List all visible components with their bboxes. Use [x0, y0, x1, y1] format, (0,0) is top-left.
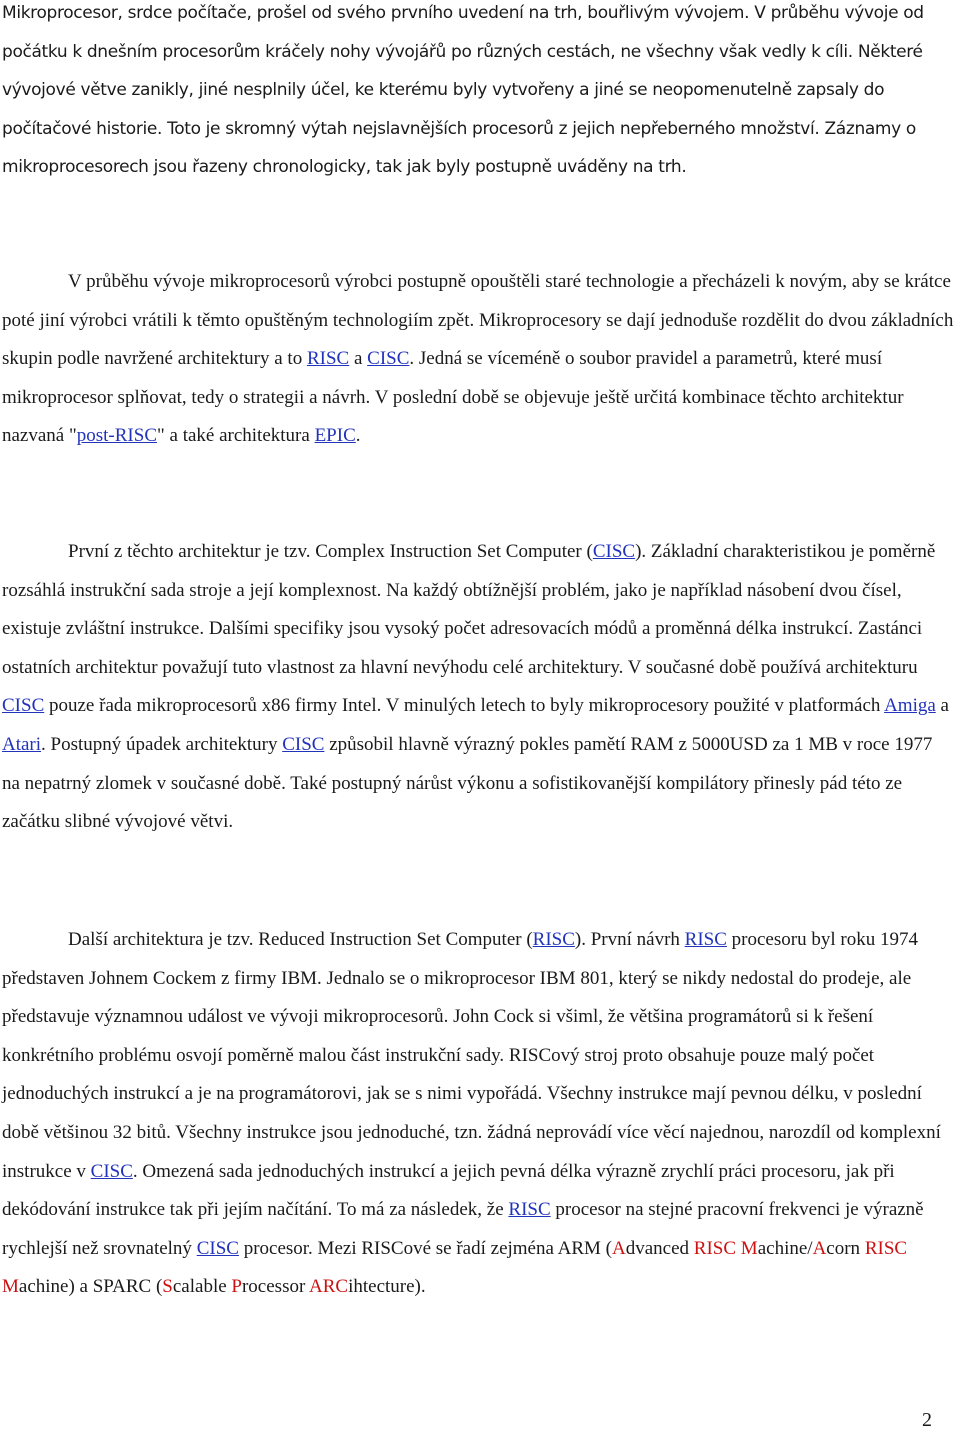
- cisc-link[interactable]: CISC: [90, 1160, 133, 1182]
- text-run: pouze řada mikroprocesorů x86 firmy Intel. V minulých letech to byly mikroprocesory použité v platformách: [44, 695, 885, 717]
- post-risc-link[interactable]: post-RISC: [76, 425, 157, 447]
- acronym-letter: A: [812, 1237, 827, 1259]
- text-run: corn: [826, 1237, 865, 1259]
- acronym-letter: P: [231, 1276, 242, 1298]
- text-run: . Postupný úpadek architektury: [41, 733, 283, 755]
- acronym-letter: M: [2, 1276, 19, 1298]
- acronym-letter: RISC: [864, 1237, 908, 1259]
- text-run: procesor. Mezi RISCové se řadí zejména ARM (: [238, 1237, 612, 1259]
- text-run: dvanced: [625, 1237, 694, 1259]
- intro-paragraph: [2, 0, 954, 187]
- cisc-link[interactable]: CISC: [592, 541, 636, 562]
- text-run: Další architektura je tzv. Reduced Instruction Set Computer (: [68, 929, 533, 950]
- text-run: procesoru byl roku 1974 představen Johnem Cockem z firmy IBM. Jednalo se o mikroprocesor IBM 801, který se nikdy nedostal do prodeje, ale představuje významnou událost ve vývoji mikroprocesorů. John Cock si všiml, že většina programátorů si k řešení konkrétního problému osvojí poměrně malou část instrukční sady. RISCový stroj proto obsahuje pouze malý počet jednoduchých instrukcí a je na programátorovi, jak se s nimi vypořádá. Všechny instrukce mají pevnou délku, v poslední době většinou 32 bitů. Všechny instrukce jsou jednoduché, tzn. žádná neprovádí více věcí najednou, narozdíl od komplexní instrukce v: [2, 929, 941, 1182]
- risc-link[interactable]: RISC: [306, 348, 350, 370]
- intro-sentence-2: Některé vývojové větve zanikly, jiné nesplnily účel, ke kterému byly vytvořeny a jiné se neopomenutelně zapsaly do počítačové historie.: [2, 41, 923, 139]
- text-run: ihtecture).: [348, 1276, 426, 1298]
- acronym-letter: M: [740, 1237, 758, 1259]
- text-run: a: [935, 695, 949, 717]
- cisc-paragraph: [2, 533, 954, 842]
- cisc-link[interactable]: CISC: [2, 695, 45, 717]
- text-run: V průběhu vývoje mikroprocesorů výrobci postupně opouštěli staré technologie a přecházeli k novým, aby se krátce poté jiní výrobci vrátili k těmto opuštěným technologiím zpět. Mikroprocesory se dají jednoduše rozdělit do dvou základních skupin podle navržené architektury a to: [2, 271, 954, 370]
- epic-link[interactable]: EPIC: [314, 425, 356, 447]
- cisc-link[interactable]: CISC: [367, 348, 410, 370]
- acronym-letter: A: [612, 1237, 626, 1259]
- acronym-letter: RISC: [693, 1237, 737, 1259]
- cisc-link[interactable]: CISC: [282, 733, 325, 755]
- risc-paragraph: [2, 921, 954, 1307]
- text-run: achine) a SPARC (: [18, 1276, 163, 1298]
- text-run: procesor na stejné pracovní frekvenci je výrazně rychlejší než srovnatelný: [2, 1199, 924, 1259]
- text-run: První z těchto architektur je tzv. Complex Instruction Set Computer (: [68, 541, 593, 562]
- text-run: ). Základní charakteristikou je poměrně rozsáhlá instrukční sada stroje a její komplexnost. Na každý obtížnější problém, jako je například násobení dvou čísel, existuje zvláštní instrukce. Dalšími specifiky jsou vysoký počet adresovacích módů a proměnná délka instrukcí. Zastánci ostatních architektur považují tuto vlastnost za hlavní nevýhodu celé architektury. V současné době používá architekturu: [2, 541, 936, 678]
- atari-link[interactable]: Atari: [2, 733, 42, 755]
- text-run: a: [349, 348, 368, 370]
- text-run: . Jedná se víceméně o soubor pravidel a parametrů, které musí mikroprocesor splňovat, tedy o strategii a návrh. V poslední době se objevuje ještě určitá kombinace těchto architektur nazvaná ": [2, 348, 904, 447]
- cisc-link[interactable]: CISC: [196, 1237, 239, 1259]
- risc-link[interactable]: RISC: [532, 929, 575, 950]
- intro-sentence-4: Záznamy o mikroprocesorech jsou řazeny chronologicky, tak jak byly postupně uváděny na trh.: [2, 118, 916, 178]
- text-run: . Omezená sada jednoduchých instrukcí a jejich pevná délka výrazně zrychlí práci procesoru, jak při dekódování instrukce tak při jejím načítání. To má za následek, že: [2, 1160, 895, 1221]
- amiga-link[interactable]: Amiga: [884, 695, 936, 717]
- text-run: achine/: [757, 1237, 813, 1259]
- risc-link[interactable]: RISC: [508, 1199, 551, 1221]
- acronym-letter: S: [162, 1276, 173, 1298]
- text-run: calable: [172, 1276, 232, 1298]
- acronym-letter: ARC: [309, 1276, 349, 1298]
- intro-sentence-3: Toto je skromný výtah nejslavnějších procesorů z jejich nepřeberného množství.: [162, 118, 820, 139]
- text-run: ). První návrh: [574, 929, 685, 950]
- risc-link[interactable]: RISC: [684, 929, 727, 950]
- text-run: rocessor: [241, 1276, 309, 1298]
- text-run: .: [355, 425, 361, 447]
- intro-sentence-1: Mikroprocesor, srdce počítače, prošel od svého prvního uvedení na trh, bouřlivým vývojem. V průběhu vývoje od počátku k dnešním procesorům kráčely nohy vývojářů po různých cestách, ne všechny však vedly k cíli.: [2, 3, 924, 62]
- page-number: 2: [922, 1409, 932, 1431]
- text-run: způsobil hlavně výrazný pokles pamětí RAM z 5000USD za 1 MB v roce 1977 na nepatrný zlomek v současné době. Také postupný nárůst výkonu a sofistikovanější kompilátory přinesly pád této ze začátku slibné vývojové větvi.: [2, 733, 933, 833]
- architectures-paragraph: [2, 263, 954, 456]
- text-run: " a také architektura: [157, 425, 315, 447]
